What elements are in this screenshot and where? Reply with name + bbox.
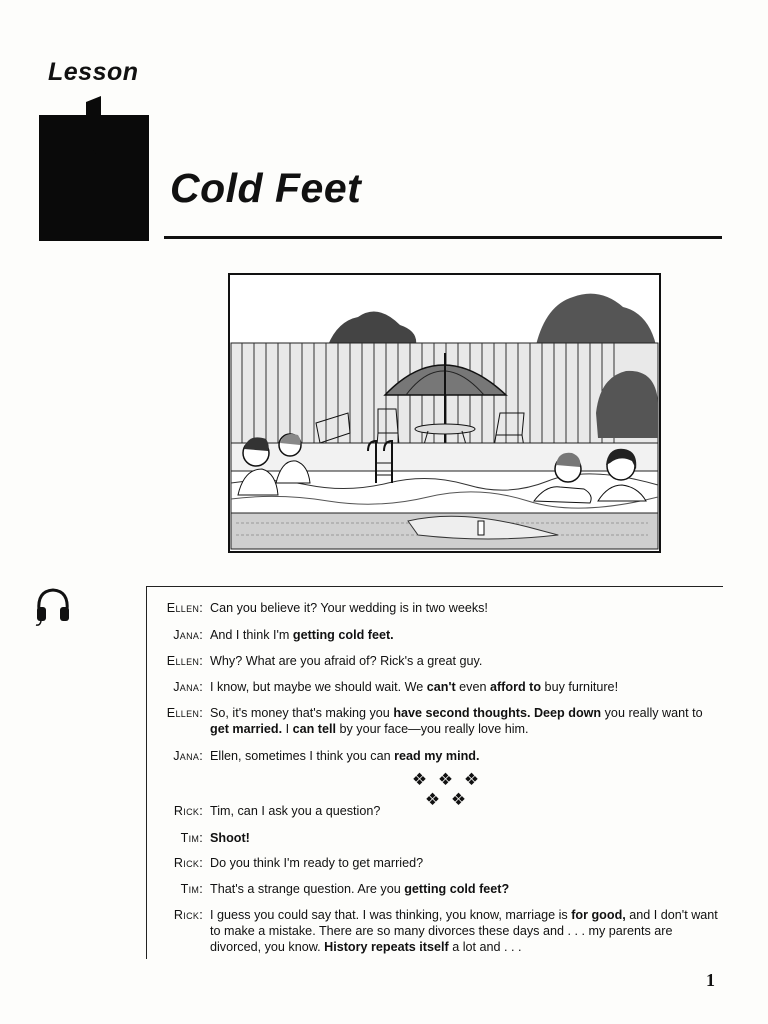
lesson-label: Lesson [48, 58, 139, 86]
dialogue-segment: And I think I'm [210, 628, 293, 642]
speaker-label: Ellen: [166, 654, 203, 668]
dialogue-segment: Can you believe it? Your wedding is in two weeks! [210, 601, 488, 615]
lesson-number: 1 [92, 150, 96, 156]
speaker-label: Rick: [173, 856, 203, 870]
lesson-number-block [39, 96, 149, 241]
speaker-label: Ellen: [166, 706, 203, 720]
speaker-label: Rick: [173, 908, 203, 922]
idiom-phrase: can't [426, 680, 456, 694]
lesson-title: Cold Feet [170, 165, 362, 211]
scene-separator: ❖ ❖ ❖ ❖ ❖ [411, 770, 483, 809]
idiom-phrase: get married. [210, 722, 283, 736]
idiom-phrase: can tell [292, 722, 336, 736]
speaker-label: Jana: [173, 680, 203, 694]
dialogue-text [210, 748, 720, 764]
dialogue-text [210, 803, 720, 819]
speaker-label: Ellen: [166, 601, 203, 615]
dialogue-segment: by your face—you really love him. [336, 722, 529, 736]
dialogue-text [210, 679, 720, 695]
dialogue-segment: and I don't want to make a mistake. There are so many divorces these days and . . . my parents are divorced, you know. [210, 908, 718, 954]
dialogue-segment: So, it's money that's making you [210, 706, 394, 720]
dialogue-segment: a lot and . . . [448, 940, 522, 954]
title-divider [164, 236, 722, 239]
idiom-phrase: Shoot! [210, 831, 250, 845]
dialogue-text [210, 830, 720, 846]
idiom-phrase: for good, [571, 908, 626, 922]
dialogue-segment: you really want to [601, 706, 703, 720]
headphones-icon [34, 585, 72, 627]
dialogue-segment: I guess you could say that. I was thinking, you know, marriage is [210, 908, 572, 922]
dialogue-segment: I [282, 722, 293, 736]
dialogue-text [210, 627, 720, 643]
idiom-phrase: getting cold feet. [292, 628, 394, 642]
dialogue-segment: I know, but maybe we should wait. We [210, 680, 427, 694]
dialogue-segment: Tim, can I ask you a question? [210, 804, 381, 818]
idiom-phrase: History repeats itself [324, 940, 449, 954]
dialogue-segment: Do you think I'm ready to get married? [210, 856, 424, 870]
dialogue-text [210, 881, 720, 897]
dialogue-text [210, 705, 720, 737]
idiom-phrase: have second thoughts. Deep down [393, 706, 602, 720]
page-number: 1 [706, 970, 715, 990]
speaker-label: Jana: [173, 749, 203, 763]
dialogue-segment: buy furniture! [541, 680, 619, 694]
dialogue-box [146, 586, 723, 959]
dialogue-segment: even [455, 680, 490, 694]
idiom-phrase: afford to [489, 680, 542, 694]
speaker-label: Jana: [173, 628, 203, 642]
dialogue-text [210, 653, 720, 669]
dialogue-segment: Why? What are you afraid of? Rick's a great guy. [210, 654, 483, 668]
dialogue-text [210, 855, 720, 871]
dialogue-text [210, 907, 720, 955]
dialogue-segment: That's a strange question. Are you [210, 882, 405, 896]
speaker-label: Tim: [180, 882, 203, 896]
pool-scene-illustration [228, 273, 661, 553]
speaker-label: Rick: [173, 804, 203, 818]
speaker-label: Tim: [180, 831, 203, 845]
idiom-phrase: read my mind. [394, 749, 480, 763]
dialogue-text [210, 600, 720, 616]
dialogue-segment: Ellen, sometimes I think you can [210, 749, 395, 763]
idiom-phrase: getting cold feet? [404, 882, 510, 896]
